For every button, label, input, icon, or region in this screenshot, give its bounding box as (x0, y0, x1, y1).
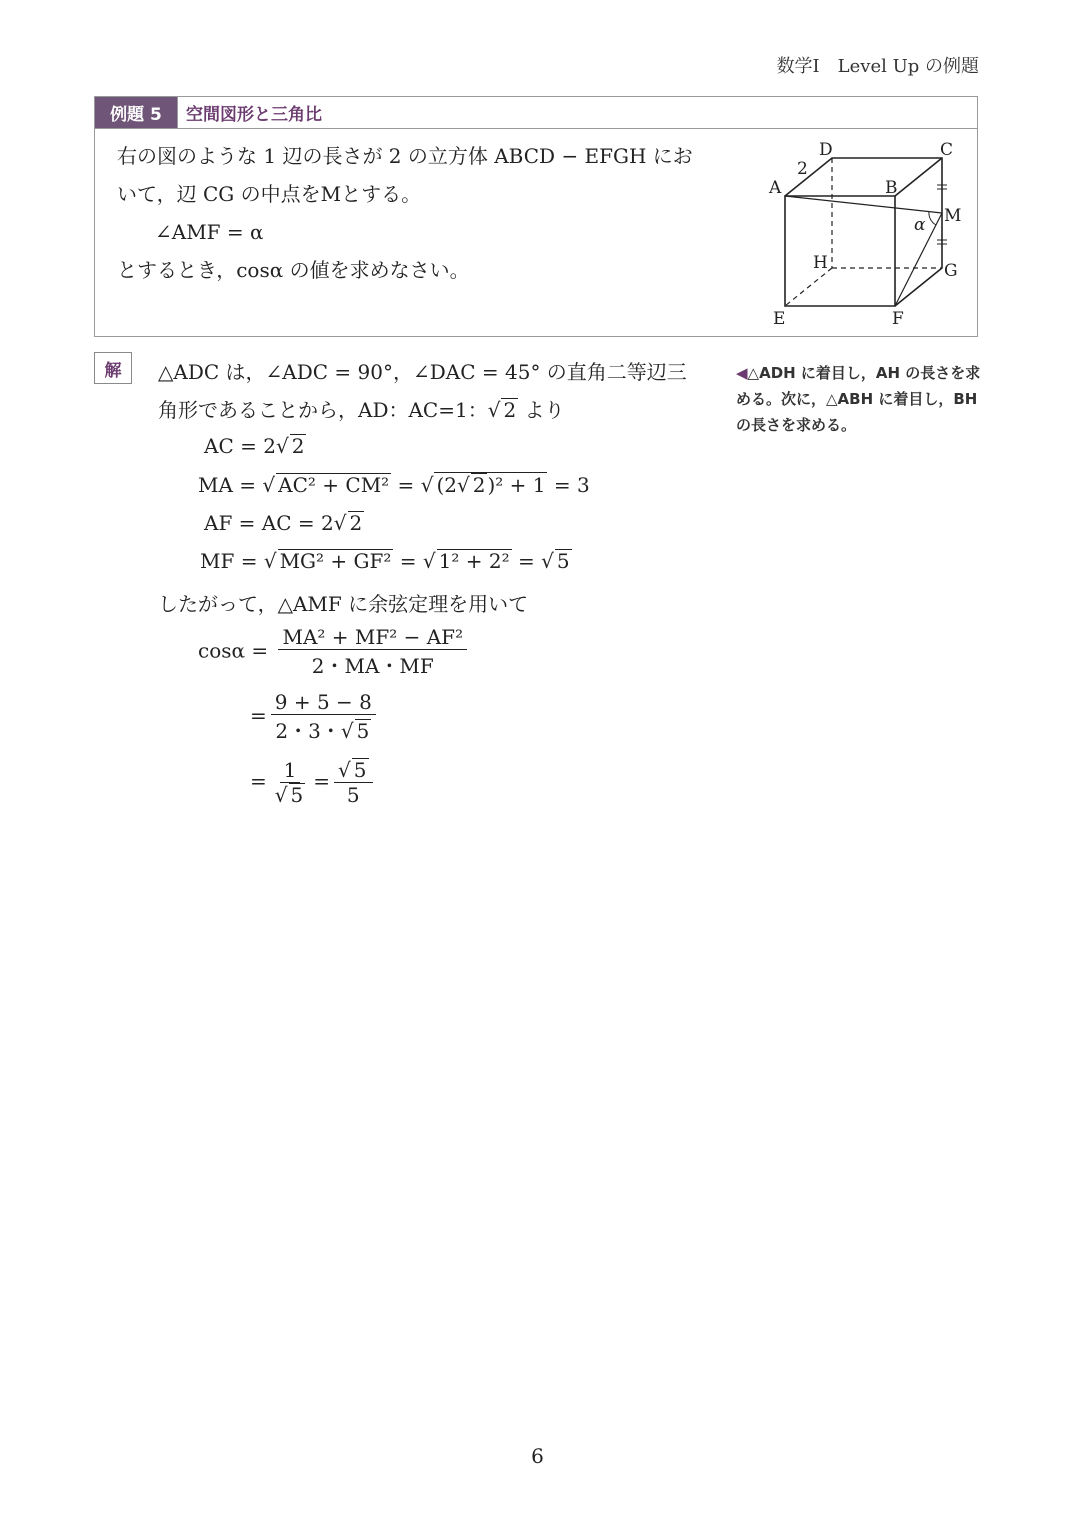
radicand: 5 (556, 549, 570, 573)
solution-line-7: したがって，△AMF に余弦定理を用いて (158, 592, 529, 616)
problem-line-4: とするとき，cosα の値を求めなさい。 (117, 258, 470, 282)
equals: = (250, 769, 267, 793)
solution-ma (198, 472, 590, 497)
equals: = (313, 769, 331, 793)
sqrt-sign: √ (263, 549, 277, 573)
text: AF = AC = 2 (204, 511, 334, 535)
denominator: 2・MA・MF (311, 654, 434, 678)
label-b: B (885, 178, 898, 198)
text: AC = 2 (204, 434, 276, 458)
fraction (271, 758, 309, 807)
cube-edge-bc (895, 158, 942, 196)
radicand: MG² + GF² (279, 549, 392, 573)
text: = (393, 549, 423, 573)
example-tag: 例題 5 (95, 97, 177, 128)
equals: = (250, 703, 267, 728)
example-problem (117, 137, 717, 289)
label-d: D (819, 140, 833, 160)
label-m: M (944, 206, 962, 226)
radicand: 5 (353, 758, 367, 782)
fraction (334, 758, 372, 807)
solution-mf (200, 549, 572, 573)
sqrt-sign: √ (340, 719, 354, 743)
solution-line-1: △ADC は，∠ADC = 90°，∠DAC = 45° の直角二等辺三 (158, 360, 687, 384)
cos-step-1 (198, 625, 471, 679)
text: MA = (198, 473, 263, 497)
sqrt-sign: √ (420, 473, 434, 497)
text: より (518, 398, 565, 422)
cube-figure (760, 136, 970, 331)
problem-line-2: いて，辺 CG の中点をMとする。 (117, 182, 422, 206)
sqrt-sign: √ (456, 473, 470, 497)
label-alpha: α (914, 215, 926, 235)
sqrt-sign: √ (262, 473, 276, 497)
cos-step-3 (250, 758, 377, 807)
hidden-edge-he (785, 268, 832, 306)
page-number: 6 (531, 1444, 544, 1468)
sqrt-sign: √ (422, 549, 436, 573)
sqrt-sign: √ (338, 758, 351, 782)
solution-ac (204, 434, 306, 458)
segment-am (785, 196, 942, 213)
solution-af (204, 511, 364, 535)
label-a: A (769, 178, 782, 198)
problem-line-1: 右の図のような 1 辺の長さが 2 の立方体 ABCD − EFGH にお (117, 144, 693, 168)
sqrt-sign: √ (541, 549, 554, 573)
problem-line-3: ∠AMF = α (155, 220, 264, 244)
sqrt-sign: √ (274, 783, 288, 807)
angle-arc (929, 211, 936, 225)
label-edge-length: 2 (797, 159, 808, 179)
label-h: H (813, 253, 828, 273)
side-note (736, 360, 986, 438)
radicand: 2 (291, 434, 305, 458)
radicand (434, 472, 547, 496)
example-title: 空間図形と三角比 (177, 97, 322, 128)
text: = (391, 473, 421, 497)
text: = 3 (547, 473, 590, 497)
text: 角形であることから，AD：AC=1： (158, 398, 488, 422)
radicand: 2 (349, 511, 363, 535)
radicand-inner: 2 (472, 473, 486, 497)
label-g: G (944, 261, 958, 281)
sqrt-sign: √ (275, 434, 289, 458)
radicand: 1² + 2² (438, 549, 510, 573)
numerator (334, 758, 372, 783)
radicand: AC² + CM² (278, 473, 390, 497)
text: 2・3・ (275, 719, 341, 743)
numerator: 9 + 5 − 8 (271, 690, 376, 715)
fraction (278, 625, 467, 679)
text: )² + 1 (487, 473, 546, 497)
denominator: 5 (346, 783, 360, 807)
cos-step-2 (250, 690, 380, 744)
denominator (271, 783, 309, 807)
cube-front-face (785, 196, 895, 306)
solution-tag: 解 (94, 352, 132, 384)
sqrt-sign: √ (487, 398, 501, 422)
page-header: 数学Ⅰ Level Up の例題 (776, 56, 979, 77)
radicand: 5 (290, 783, 304, 807)
fraction (271, 690, 376, 744)
radicand: 2 (503, 398, 517, 422)
text: (2 (436, 473, 457, 497)
label-f: F (892, 309, 904, 329)
note-text: △ADH に着目し，AH の長さを求める。次に，△ABH に着目し，BH の長さを求める。 (736, 364, 981, 434)
radicand: 5 (356, 719, 370, 743)
numerator: 1 (280, 758, 301, 783)
numerator: MA² + MF² − AF² (278, 625, 467, 650)
example-header (95, 97, 977, 129)
text: = (511, 549, 542, 573)
label-e: E (773, 309, 786, 329)
sqrt-sign: √ (333, 511, 347, 535)
solution-line-2 (158, 394, 565, 423)
note-marker-icon: ◀ (736, 364, 748, 382)
text: cosα = (198, 638, 275, 663)
text: MF = (200, 549, 264, 573)
label-c: C (940, 140, 954, 160)
denominator (271, 715, 375, 744)
